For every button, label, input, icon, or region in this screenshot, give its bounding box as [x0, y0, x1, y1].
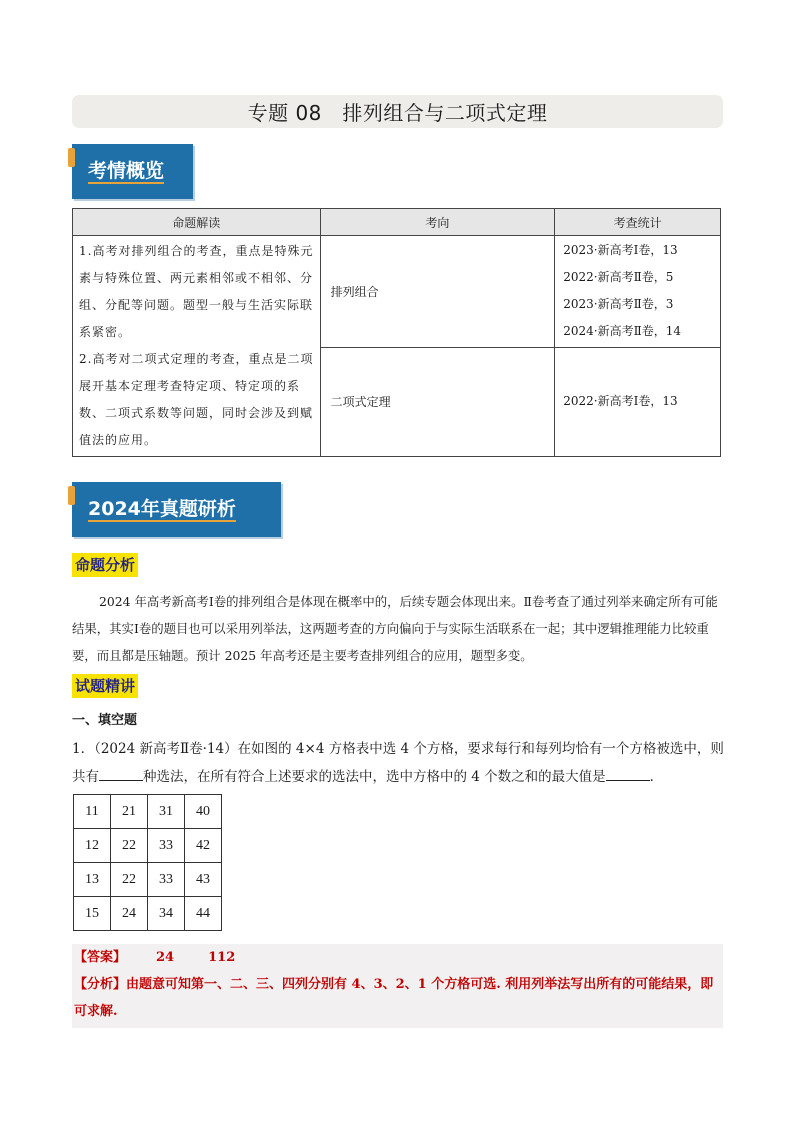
grid-cell: 15: [74, 897, 111, 931]
research-badge: [72, 482, 281, 537]
header-interpretation: 命题解读: [73, 209, 321, 236]
question-part-1: 1．（2024 新高考Ⅱ卷·14）在如图的 4×4 方格表中选 4 个方格，要求每行和每列均恰有一个方格被选中，则共有: [72, 741, 724, 785]
badge-accent: [68, 148, 75, 167]
grid-row: [74, 829, 222, 863]
answer-line: [74, 944, 235, 971]
overview-badge-label: 考情概览: [88, 159, 165, 182]
analysis-paragraph: 2024 年高考新高考Ⅰ卷的排列组合是体现在概率中的，后续专题会体现出来。Ⅱ卷考查了通过列举来确定所有可能结果，其实Ⅰ卷的题目也可以采用列举法，这两题考查的方向偏向于与实际生活联系在一起；其中逻辑推理能力比较重要，而且都是压轴题。预计 2025 年高考还是主要考查排列组合的应用，题型多变。: [72, 594, 718, 663]
grid-cell: 42: [185, 829, 222, 863]
analysis-label: 【分析】: [74, 977, 127, 992]
answer-blank-1: [99, 766, 143, 781]
grid-cell: 22: [111, 829, 148, 863]
grid-cell: 31: [148, 795, 185, 829]
stats-cell-1: [555, 236, 721, 348]
grid-cell: 11: [74, 795, 111, 829]
stat-line: 2022·新高考Ⅰ卷，13: [563, 394, 678, 409]
answer-blank-2: [606, 766, 650, 781]
grid-cell: 13: [74, 863, 111, 897]
interpretation-item-2: 2.高考对二项式定理的考查，重点是二项展开基本定理考查特定项、特定项的系数、二项式系数等问题，同时会涉及到赋值法的应用。: [79, 352, 314, 447]
grid-cell: 33: [148, 829, 185, 863]
grid-cell: 22: [111, 863, 148, 897]
stats-cell-2: [555, 347, 721, 457]
answer-box: [72, 944, 723, 1028]
section-heading: 一、填空题: [72, 713, 138, 728]
header-statistics: 考查统计: [555, 209, 721, 236]
stat-line: 2023·新高考Ⅰ卷，13: [563, 243, 678, 258]
analysis-tag: 命题分析: [72, 553, 138, 577]
grid-cell: 12: [74, 829, 111, 863]
stat-line: 2023·新高考Ⅱ卷，3: [563, 297, 674, 312]
stat-line: 2022·新高考Ⅱ卷，5: [563, 270, 674, 285]
interpretation-cell: [73, 236, 321, 457]
questions-tag: 试题精讲: [72, 674, 138, 698]
question-part-2: 种选法，在所有符合上述要求的选法中，选中方格中的 4 个数之和的最大值是: [143, 769, 606, 785]
number-grid: [73, 794, 222, 931]
question-text: [72, 735, 724, 791]
overview-table: [72, 208, 721, 457]
header-direction: 考向: [320, 209, 555, 236]
research-badge-label: 2024年真题研析: [88, 497, 236, 520]
table-header-row: [73, 209, 721, 236]
grid-cell: 33: [148, 863, 185, 897]
answer-label: 【答案】: [74, 950, 127, 965]
stat-line: 2024·新高考Ⅱ卷，14: [563, 324, 681, 339]
analysis-text: 由题意可知第一、二、三、四列分别有 4、3、2、1 个方格可选. 利用列举法写出所有的可能结果，即可求解.: [74, 977, 714, 1019]
direction-cell-2: 二项式定理: [320, 347, 555, 457]
grid-row: [74, 863, 222, 897]
interpretation-item-1: 1.高考对排列组合的考查，重点是特殊元素与特殊位置、两元素相邻或不相邻、分组、分配等问题。题型一般与生活实际联系紧密。: [79, 244, 314, 339]
grid-cell: 44: [185, 897, 222, 931]
table-row: [73, 236, 721, 348]
grid-cell: 34: [148, 897, 185, 931]
grid-cell: 21: [111, 795, 148, 829]
overview-badge: [72, 144, 193, 199]
grid-cell: 40: [185, 795, 222, 829]
question-end: ．: [649, 769, 664, 785]
page-title: 专题 08 排列组合与二项式定理: [72, 95, 723, 128]
analysis-line: [74, 971, 724, 1025]
badge-accent: [68, 486, 75, 505]
grid-cell: 43: [185, 863, 222, 897]
answer-value-2: 112: [208, 950, 236, 965]
grid-cell: 24: [111, 897, 148, 931]
direction-cell-1: 排列组合: [320, 236, 555, 348]
grid-row: [74, 897, 222, 931]
grid-row: [74, 795, 222, 829]
answer-value-1: 24: [156, 950, 175, 965]
